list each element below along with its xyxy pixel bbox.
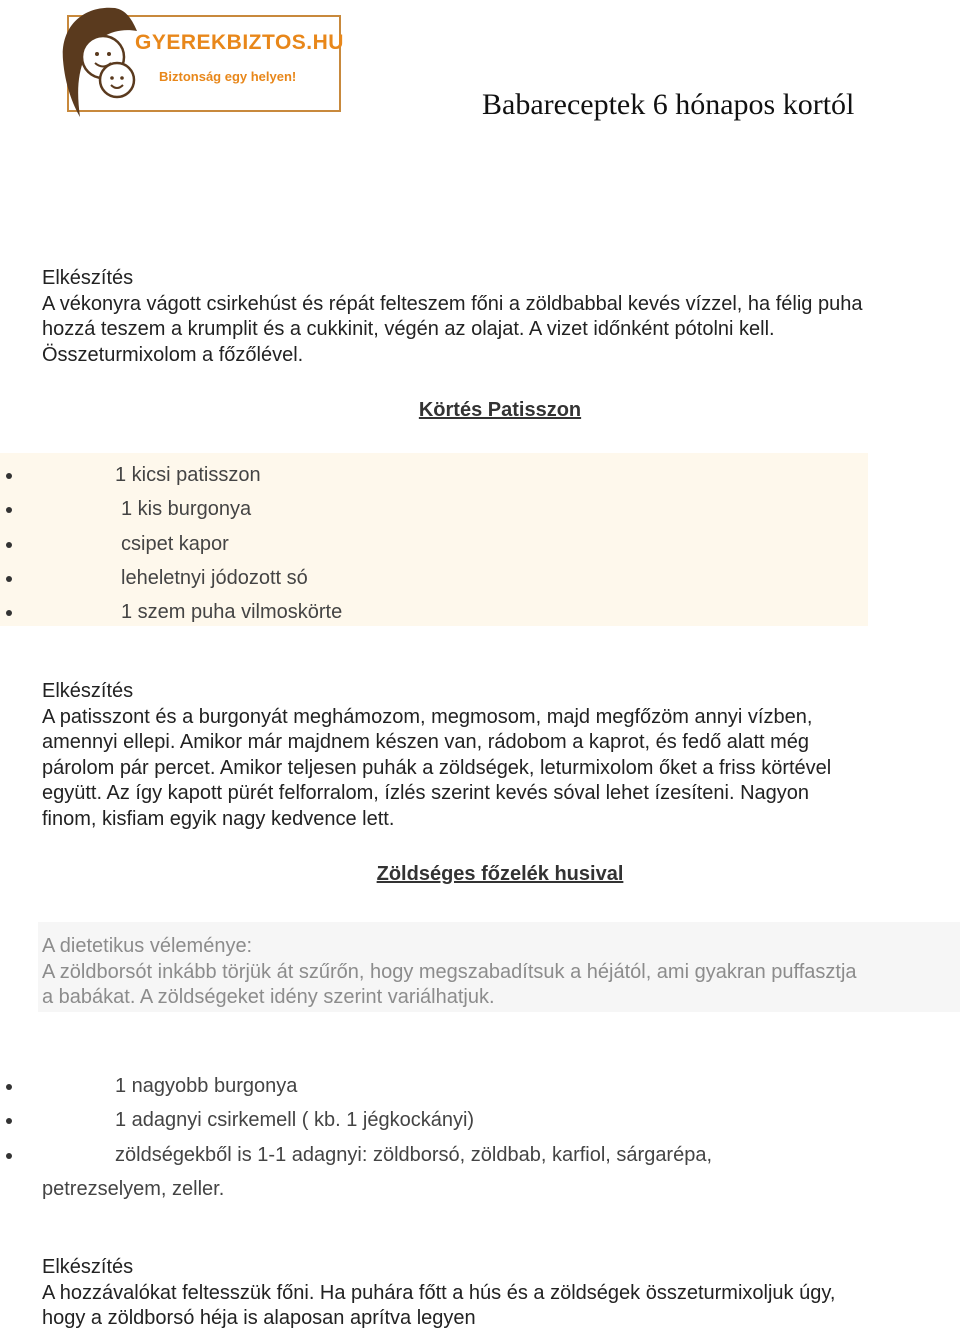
bullet-icon <box>6 507 12 513</box>
ingredient-text: 1 kis burgonya <box>121 498 252 521</box>
list-item <box>0 561 868 595</box>
prep-line: hogy a zöldborsó héja is alaposan aprítva legyen <box>42 1307 476 1329</box>
ingredient-text: zöldségekből is 1-1 adagnyi: zöldborsó, zöldbab, karfiol, sárgarépa, <box>115 1143 713 1166</box>
prep-heading: Elkészítés <box>42 680 134 702</box>
prep-line: A hozzávalókat feltesszük főni. Ha puhára főtt a hús és a zöldségek összeturmixoljuk úgy, <box>42 1281 836 1304</box>
dietitian-note <box>42 934 957 1011</box>
ingredient-list <box>0 1069 900 1172</box>
bullet-icon <box>6 576 12 582</box>
dietitian-line: A zöldborsót inkább törjük át szűrőn, hogy megszabadítsuk a héjától, ami gyakran puffasztja <box>42 960 857 983</box>
mother-child-icon <box>55 5 175 120</box>
prep-heading: Elkészítés <box>42 1256 134 1278</box>
list-item <box>0 1103 900 1137</box>
list-item <box>0 527 868 561</box>
dietitian-line: a babákat. A zöldségeket idény szerint variálhatjuk. <box>42 986 495 1008</box>
prep-line: finom, kisfiam egyik nagy kedvence lett. <box>42 807 395 830</box>
logo-tagline: Biztonság egy helyen! <box>159 69 297 84</box>
ingredient-continuation: petrezselyem, zeller. <box>42 1178 225 1200</box>
prep-section-3 <box>42 1255 957 1332</box>
prep-section-2 <box>42 679 957 832</box>
list-item <box>0 595 868 629</box>
page-title: Babareceptek 6 hónapos kortól <box>482 88 855 121</box>
logo-name: GYEREKBIZTOS.HU <box>135 31 344 54</box>
bullet-icon <box>6 1153 12 1159</box>
ingredient-text: 1 kicsi patisszon <box>115 464 261 486</box>
prep-line: A patisszont és a burgonyát meghámozom, megmosom, majd megfőzöm annyi vízben, <box>42 705 813 728</box>
prep-line: amennyi ellepi. Amikor már majdnem készen van, rádobom a kaprot, és fedő alatt még <box>42 731 810 753</box>
ingredient-list <box>0 458 868 629</box>
site-logo[interactable] <box>55 5 345 120</box>
recipe-title-kortes-patisszon: Körtés Patisszon <box>418 399 582 421</box>
list-item <box>0 458 868 492</box>
ingredient-text: 1 adagnyi csirkemell ( kb. 1 jégkockányi) <box>115 1109 475 1132</box>
prep-line: együtt. Az így kapott pürét felforralom, ízlés szerint kevés sóval lehet ízesíteni. Nagyon <box>42 782 810 804</box>
dietitian-heading: A dietetikus véleménye: <box>42 935 253 957</box>
bullet-icon <box>6 542 12 548</box>
recipe-title-zoldseges-fozelek: Zöldséges főzelék husival <box>376 863 624 885</box>
prep-section-1 <box>42 266 957 368</box>
list-item <box>0 1069 900 1103</box>
prep-line: Összeturmixolom a főzőlével. <box>42 343 304 366</box>
prep-heading: Elkészítés <box>42 267 134 289</box>
list-item <box>0 1138 900 1172</box>
ingredient-text: 1 szem puha vilmoskörte <box>121 601 343 624</box>
prep-line: hozzá teszem a krumplit és a cukkinit, végén az olajat. A vizet időnként pótolni kell. <box>42 318 775 340</box>
prep-line: A vékonyra vágott csirkehúst és répát felteszem főni a zöldbabbal kevés vízzel, ha félig puha <box>42 292 863 315</box>
ingredient-text: leheletnyi jódozott só <box>121 566 308 589</box>
ingredient-text: csipet kapor <box>121 532 229 555</box>
bullet-icon <box>6 1118 12 1124</box>
ingredient-text: 1 nagyobb burgonya <box>115 1075 298 1097</box>
prep-line: párolom pár percet. Amikor teljesen puhák a zöldségek, leturmixolom őket a friss körtével <box>42 756 832 779</box>
list-item <box>0 492 868 526</box>
bullet-icon <box>6 473 12 479</box>
bullet-icon <box>6 1084 12 1090</box>
bullet-icon <box>6 610 12 616</box>
